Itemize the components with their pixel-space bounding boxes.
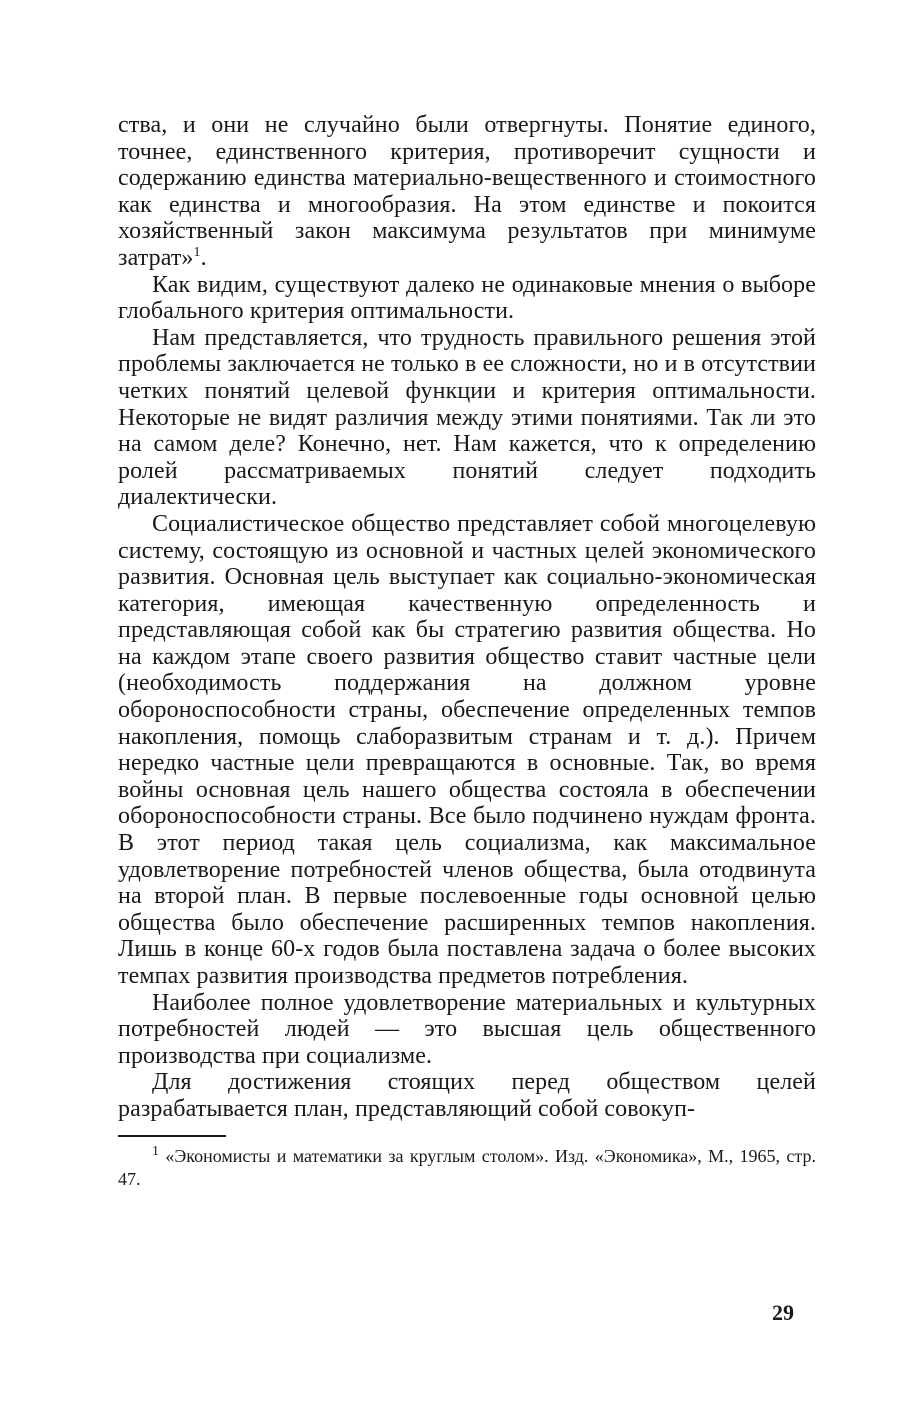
body-text xyxy=(118,112,816,1123)
footnote-text: «Экономисты и математики за круглым столом». Изд. «Экономика», М., 1965, стр. 47. xyxy=(118,1145,817,1189)
paragraph: Для достижения стоящих перед обществом целей разрабатывается план, представляющий собой совокуп- xyxy=(118,1069,816,1122)
footnote-reference: 1 xyxy=(193,244,201,260)
footnote xyxy=(118,1145,816,1191)
footnote-divider xyxy=(118,1135,226,1137)
paragraph: Социалистическое общество представляет собой многоцелевую систему, состоящую из основной и частных целей экономического развития. Основная цель выступает как социально-экономическая категория, имеющая качественную определенность и представляющая собой как бы стратегию развития общества. Но на каждом этапе своего развития общество ставит частные цели (необходимость поддержания на должном уровне обороноспособности страны, обеспечение определенных темпов накопления, помощь слаборазвитым странам и т. д.). Причем нередко частные цели превращаются в основные. Так, во время войны основная цель нашего общества состояла в обеспечении обороноспособности страны. Все было подчинено нуждам фронта. В этот период такая цель социализма, как максимальное удовлетворение потребностей членов общества, была отодвинута на второй план. В первые послевоенные годы основной целью общества было обеспечение расширенных темпов накопления. Лишь в конце 60-х годов была поставлена задача о более высоких темпах развития производства предметов потребления. xyxy=(118,510,816,989)
paragraph: Нам представляется, что трудность правильного решения этой проблемы заключается не только в ее сложности, но и в отсутствии четких понятий целевой функции и критерия оптимальности. Некоторые не видят различия между этими понятиями. Так ли это на самом деле? Конечно, нет. Нам кажется, что к определению ролей рассматриваемых понятий следует подходить диалектически. xyxy=(118,324,816,511)
book-page xyxy=(118,112,816,1191)
paragraph: Наиболее полное удовлетворение материальных и культурных потребностей людей — это высшая цель общественного производства при социализме. xyxy=(118,989,816,1069)
paragraph-continuation: ства, и они не случайно были отвергнуты. Понятие единого, точнее, единственного критерия, противоречит сущности и содержанию единства материально-вещественного и стоимостного как единства и многообразия. На этом единстве и покоится хозяйственный закон максимума результатов при минимуме затрат»$^1$. xyxy=(118,112,816,271)
paragraph: Как видим, существуют далеко не одинаковые мнения о выборе глобального критерия оптимальности. xyxy=(118,271,816,325)
page-number: 29 xyxy=(772,1300,794,1325)
footnote-marker: 1 xyxy=(152,1143,159,1159)
